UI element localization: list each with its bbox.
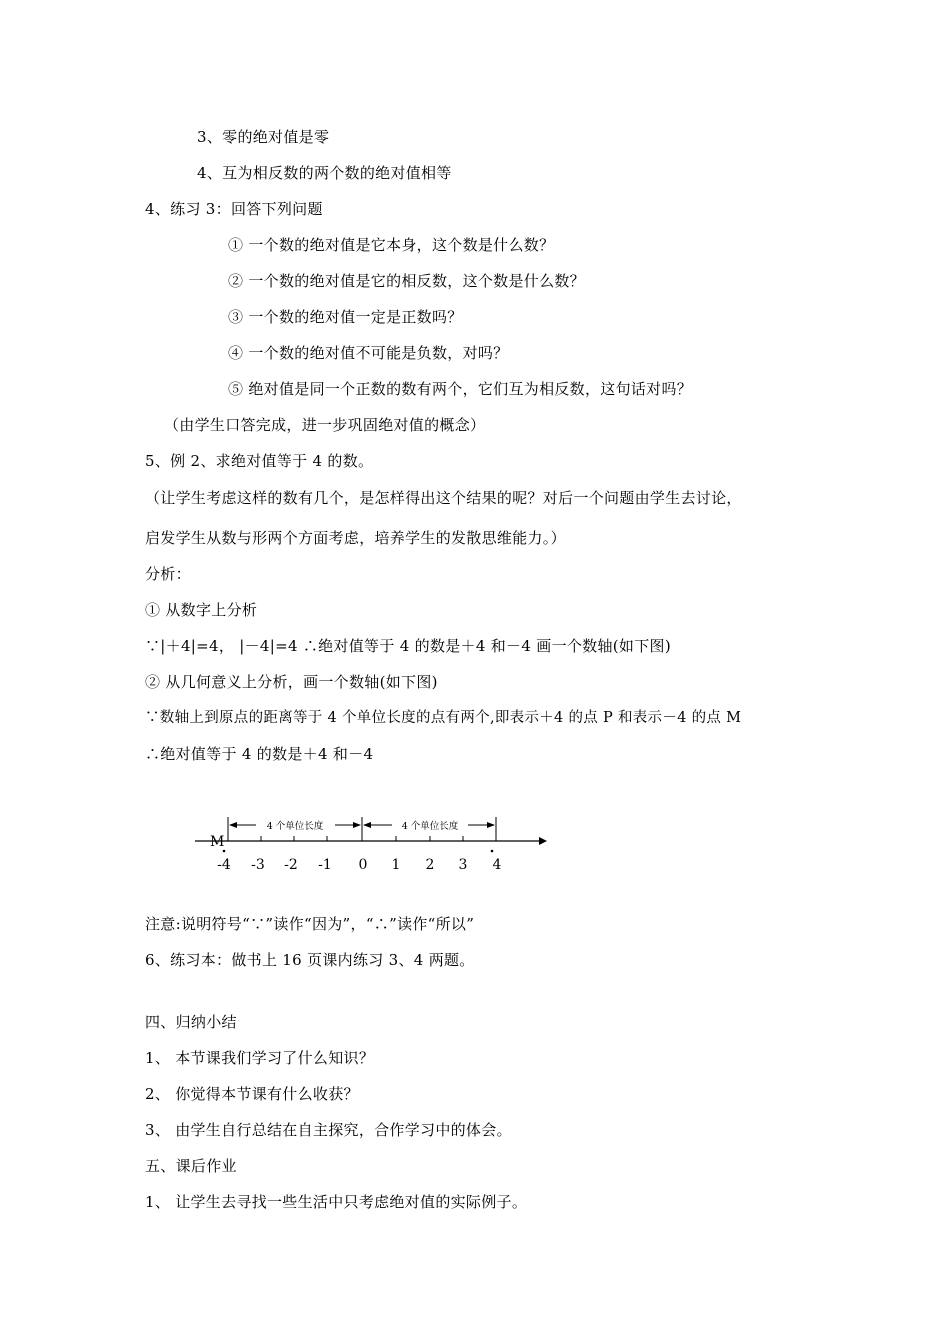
guide-line-1: （让学生考虑这样的数有几个，是怎样得出这个结果的呢？对后一个问题由学生去讨论， <box>145 489 742 507</box>
span-left-arrow-head <box>229 822 237 828</box>
analysis-2-title: ② 从几何意义上分析，画一个数轴(如下图) <box>145 673 438 691</box>
tick-label: -1 <box>318 857 332 873</box>
tick-label: -2 <box>284 857 298 873</box>
analysis-2-reason: ∵数轴上到原点的距离等于 4 个单位长度的点有两个,即表示＋4 的点 P 和表示－4 的点 M <box>145 710 742 726</box>
span-right-arrow-head <box>487 822 495 828</box>
exercise3-heading: 4、练习 3：回答下列问题 <box>145 200 323 218</box>
property-4: 4、互为相反数的两个数的绝对值相等 <box>197 164 452 182</box>
homework-heading: 五、课后作业 <box>145 1157 237 1175</box>
number-line-diagram <box>0 812 950 882</box>
analysis-2-conclusion: ∴绝对值等于 4 的数是＋4 和－4 <box>145 745 374 763</box>
analysis-1-title: ① 从数字上分析 <box>145 601 258 619</box>
homework-item-1: 1、 让学生去寻找一些生活中只考虑绝对值的实际例子。 <box>145 1193 528 1211</box>
analysis-1-detail: ∵|＋4|=4， |－4|=4 ∴绝对值等于 4 的数是＋4 和－4 画一个数轴(如下图) <box>145 637 671 655</box>
example2-heading: 5、例 2、求绝对值等于 4 的数。 <box>145 452 374 470</box>
summary-item-1: 1、 本节课我们学习了什么知识？ <box>145 1049 375 1067</box>
property-3: 3、零的绝对值是零 <box>197 128 330 146</box>
point-m-dot <box>223 850 226 853</box>
question-5: ⑤ 绝对值是同一个正数的数有两个，它们互为相反数，这句话对吗？ <box>228 380 693 398</box>
tick-label: 1 <box>391 857 401 873</box>
span-right-arrow-head <box>363 822 371 828</box>
tick-label: 3 <box>458 857 468 873</box>
tick-label: 0 <box>358 857 368 873</box>
summary-item-3: 3、 由学生自行总结在自主探究，合作学习中的体会。 <box>145 1121 512 1139</box>
point-m-label: M <box>210 834 225 850</box>
analysis-label: 分析： <box>145 565 191 583</box>
question-2: ② 一个数的绝对值是它的相反数，这个数是什么数？ <box>228 272 585 290</box>
point-p-dot <box>491 850 494 853</box>
tick-label: -4 <box>217 857 231 873</box>
exercise-book: 6、练习本：做书上 16 页课内练习 3、4 两题。 <box>145 951 475 969</box>
tick-label: 2 <box>425 857 435 873</box>
question-3: ③ 一个数的绝对值一定是正数吗？ <box>228 308 463 326</box>
question-4: ④ 一个数的绝对值不可能是负数，对吗？ <box>228 344 509 362</box>
tick-label: -3 <box>251 857 265 873</box>
span-right-label: 4 个单位长度 <box>401 821 459 832</box>
guide-line-2: 启发学生从数与形两个方面考虑，培养学生的发散思维能力。） <box>145 529 566 547</box>
question-1: ① 一个数的绝对值是它本身，这个数是什么数？ <box>228 236 555 254</box>
span-left-arrow-head <box>353 822 361 828</box>
note-symbols: 注意:说明符号“∵”读作“因为”，“∴”读作“所以” <box>145 915 475 933</box>
span-left-label: 4 个单位长度 <box>266 821 324 832</box>
tick-label: 4 <box>492 857 502 873</box>
summary-heading: 四、归纳小结 <box>145 1013 237 1031</box>
summary-item-2: 2、 你觉得本节课有什么收获？ <box>145 1085 359 1103</box>
axis-arrow <box>539 837 547 845</box>
exercise3-note: （由学生口答完成，进一步巩固绝对值的概念） <box>164 416 486 434</box>
